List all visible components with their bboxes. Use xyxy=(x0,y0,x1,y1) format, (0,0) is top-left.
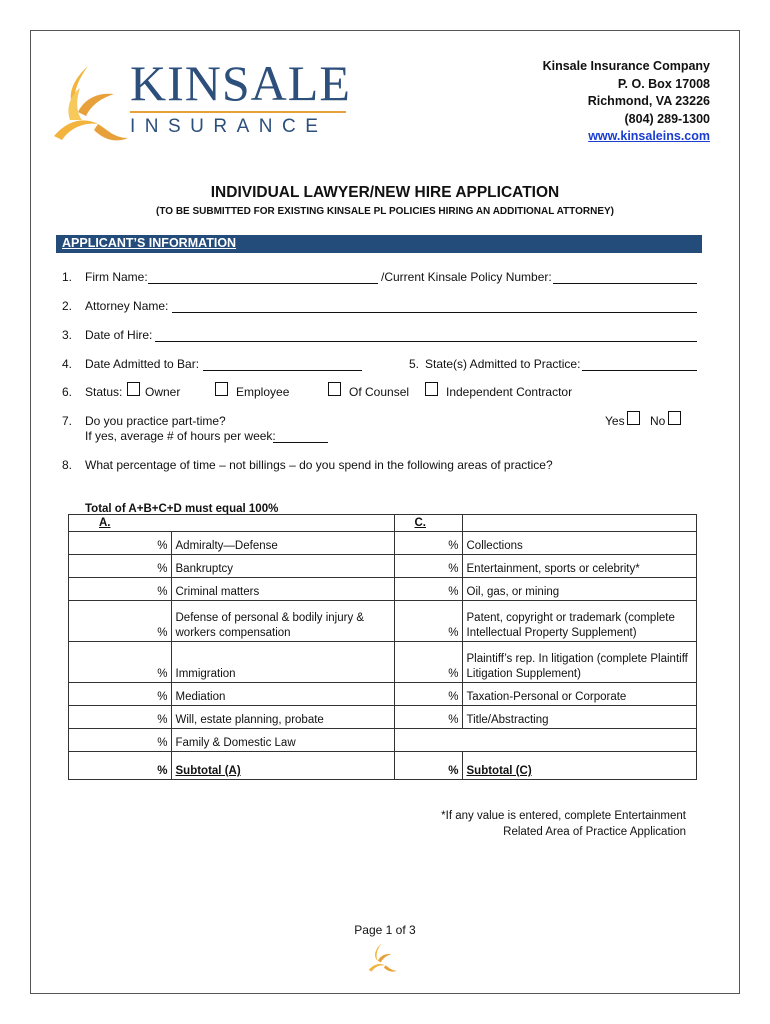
area-a-label: Defense of personal & bodily injury & workers compensation xyxy=(171,601,394,642)
states-admitted-field[interactable] xyxy=(582,370,697,371)
table-row xyxy=(69,706,697,729)
yes-label: Yes xyxy=(605,414,625,428)
area-c-label: Collections xyxy=(462,532,697,555)
no-label: No xyxy=(650,414,666,428)
table-row xyxy=(69,555,697,578)
col-a-header-cell xyxy=(69,515,172,532)
website-link[interactable]: www.kinsaleins.com xyxy=(588,129,710,143)
status-label: Status: xyxy=(85,385,123,399)
address-line: Kinsale Insurance Company xyxy=(542,59,710,73)
date-admitted-field[interactable] xyxy=(203,370,362,371)
logo-rule xyxy=(130,111,346,113)
firm-name-field[interactable] xyxy=(148,283,378,284)
date-of-hire-label: Date of Hire: xyxy=(85,328,153,342)
table-row xyxy=(69,601,697,642)
table-row xyxy=(69,729,697,752)
area-c-label: Oil, gas, or mining xyxy=(462,578,697,601)
pct-cell[interactable]: % xyxy=(394,683,462,706)
status-owner-checkbox[interactable] xyxy=(127,382,140,396)
area-a-label: Family & Domestic Law xyxy=(171,729,394,752)
col-a-header: A. xyxy=(99,517,111,529)
hours-per-week-field[interactable] xyxy=(273,442,328,443)
attorney-name-label: Attorney Name: xyxy=(85,299,169,313)
pct-cell[interactable]: % xyxy=(69,601,172,642)
part-time-no-checkbox[interactable] xyxy=(668,411,681,425)
status-of-counsel-checkbox[interactable] xyxy=(328,382,341,396)
section-header-label: APPLICANT’S INFORMATION xyxy=(62,236,237,250)
subtotal-row xyxy=(69,752,697,780)
states-admitted-label: State(s) Admitted to Practice: xyxy=(425,357,581,371)
status-option-label: Owner xyxy=(145,385,181,399)
subtotal-a-pct[interactable]: % xyxy=(69,752,172,780)
policy-number-label: /Current Kinsale Policy Number: xyxy=(381,270,552,284)
area-c-label: Patent, copyright or trademark (complete Intellectual Property Supplement) xyxy=(462,601,697,642)
part-time-yes-checkbox[interactable] xyxy=(627,411,640,425)
area-a-label: Criminal matters xyxy=(171,578,394,601)
pct-cell[interactable]: % xyxy=(394,601,462,642)
footnote xyxy=(441,808,686,840)
form-subtitle: (TO BE SUBMITTED FOR EXISTING KINSALE PL POLICIES HIRING AN ADDITIONAL ATTORNEY) xyxy=(156,206,614,217)
q1-number: 1. xyxy=(62,270,73,284)
pct-cell[interactable]: % xyxy=(69,532,172,555)
firm-name-label: Firm Name: xyxy=(85,270,148,284)
logo-subtext: INSURANCE xyxy=(130,116,328,137)
pct-cell[interactable]: % xyxy=(394,642,462,683)
total-note: Total of A+B+C+D must equal 100% xyxy=(85,503,279,515)
address-line: Richmond, VA 23226 xyxy=(587,94,710,108)
pct-cell[interactable]: % xyxy=(69,555,172,578)
col-c-header: C. xyxy=(414,517,426,529)
q7-number: 7. xyxy=(62,414,73,428)
pct-cell[interactable]: % xyxy=(394,706,462,729)
page-number: Page 1 of 3 xyxy=(354,923,416,937)
table-row xyxy=(69,642,697,683)
status-option-label: Independent Contractor xyxy=(446,385,573,399)
pct-cell[interactable]: % xyxy=(69,706,172,729)
table-row xyxy=(69,578,697,601)
area-c-label: Taxation-Personal or Corporate xyxy=(462,683,697,706)
subtotal-c-label: Subtotal (C) xyxy=(462,752,697,780)
q4-number: 4. xyxy=(62,357,73,371)
status-employee-checkbox[interactable] xyxy=(215,382,228,396)
q6-number: 6. xyxy=(62,385,73,399)
pct-cell[interactable]: % xyxy=(69,578,172,601)
area-c-label: Title/Abstracting xyxy=(462,706,697,729)
footnote-line: Related Area of Practice Application xyxy=(503,826,686,838)
table-row xyxy=(69,683,697,706)
subtotal-c-pct[interactable]: % xyxy=(394,752,462,780)
attorney-name-field[interactable] xyxy=(172,312,697,313)
table-header-row xyxy=(69,515,697,532)
q3-number: 3. xyxy=(62,328,73,342)
status-option-label: Of Counsel xyxy=(349,385,410,399)
hours-per-week-label: If yes, average # of hours per week: xyxy=(85,429,276,443)
logo-wordmark: KINSALE xyxy=(130,55,351,111)
pct-cell[interactable]: % xyxy=(394,555,462,578)
section-header xyxy=(56,235,702,253)
footer-logo-icon xyxy=(365,941,399,973)
subtotal-a-label: Subtotal (A) xyxy=(171,752,394,780)
company-address xyxy=(543,58,710,146)
area-a-label: Will, estate planning, probate xyxy=(171,706,394,729)
area-c-label: Entertainment, sports or celebrity* xyxy=(462,555,697,578)
area-c-label: Plaintiff’s rep. In litigation (complete Plaintiff Litigation Supplement) xyxy=(462,642,697,683)
footnote-line: *If any value is entered, complete Entertainment xyxy=(441,810,686,822)
part-time-label: Do you practice part-time? xyxy=(85,414,226,428)
area-a-label: Mediation xyxy=(171,683,394,706)
practice-areas-table xyxy=(68,514,697,780)
date-of-hire-field[interactable] xyxy=(155,341,697,342)
practice-areas-question: What percentage of time – not billings – do you spend in the following areas of practice? xyxy=(85,458,553,472)
q5-number: 5. xyxy=(409,357,420,371)
pct-cell[interactable]: % xyxy=(394,532,462,555)
q8-number: 8. xyxy=(62,458,73,472)
area-a-label: Immigration xyxy=(171,642,394,683)
status-independent-checkbox[interactable] xyxy=(425,382,438,396)
pct-cell[interactable]: % xyxy=(394,578,462,601)
pct-cell[interactable]: % xyxy=(69,642,172,683)
form-title: INDIVIDUAL LAWYER/NEW HIRE APPLICATION xyxy=(210,184,560,201)
area-a-label: Bankruptcy xyxy=(171,555,394,578)
q2-number: 2. xyxy=(62,299,73,313)
kinsale-logo-icon xyxy=(48,60,130,144)
policy-number-field[interactable] xyxy=(553,283,697,284)
address-line: (804) 289-1300 xyxy=(624,111,710,126)
pct-cell[interactable]: % xyxy=(69,729,172,752)
col-c-header-cell xyxy=(394,515,462,532)
date-admitted-label: Date Admitted to Bar: xyxy=(85,357,200,371)
pct-cell[interactable]: % xyxy=(69,683,172,706)
address-line: P. O. Box 17008 xyxy=(617,76,710,91)
status-option-label: Employee xyxy=(236,385,290,399)
table-row xyxy=(69,532,697,555)
area-a-label: Admiralty—Defense xyxy=(171,532,394,555)
